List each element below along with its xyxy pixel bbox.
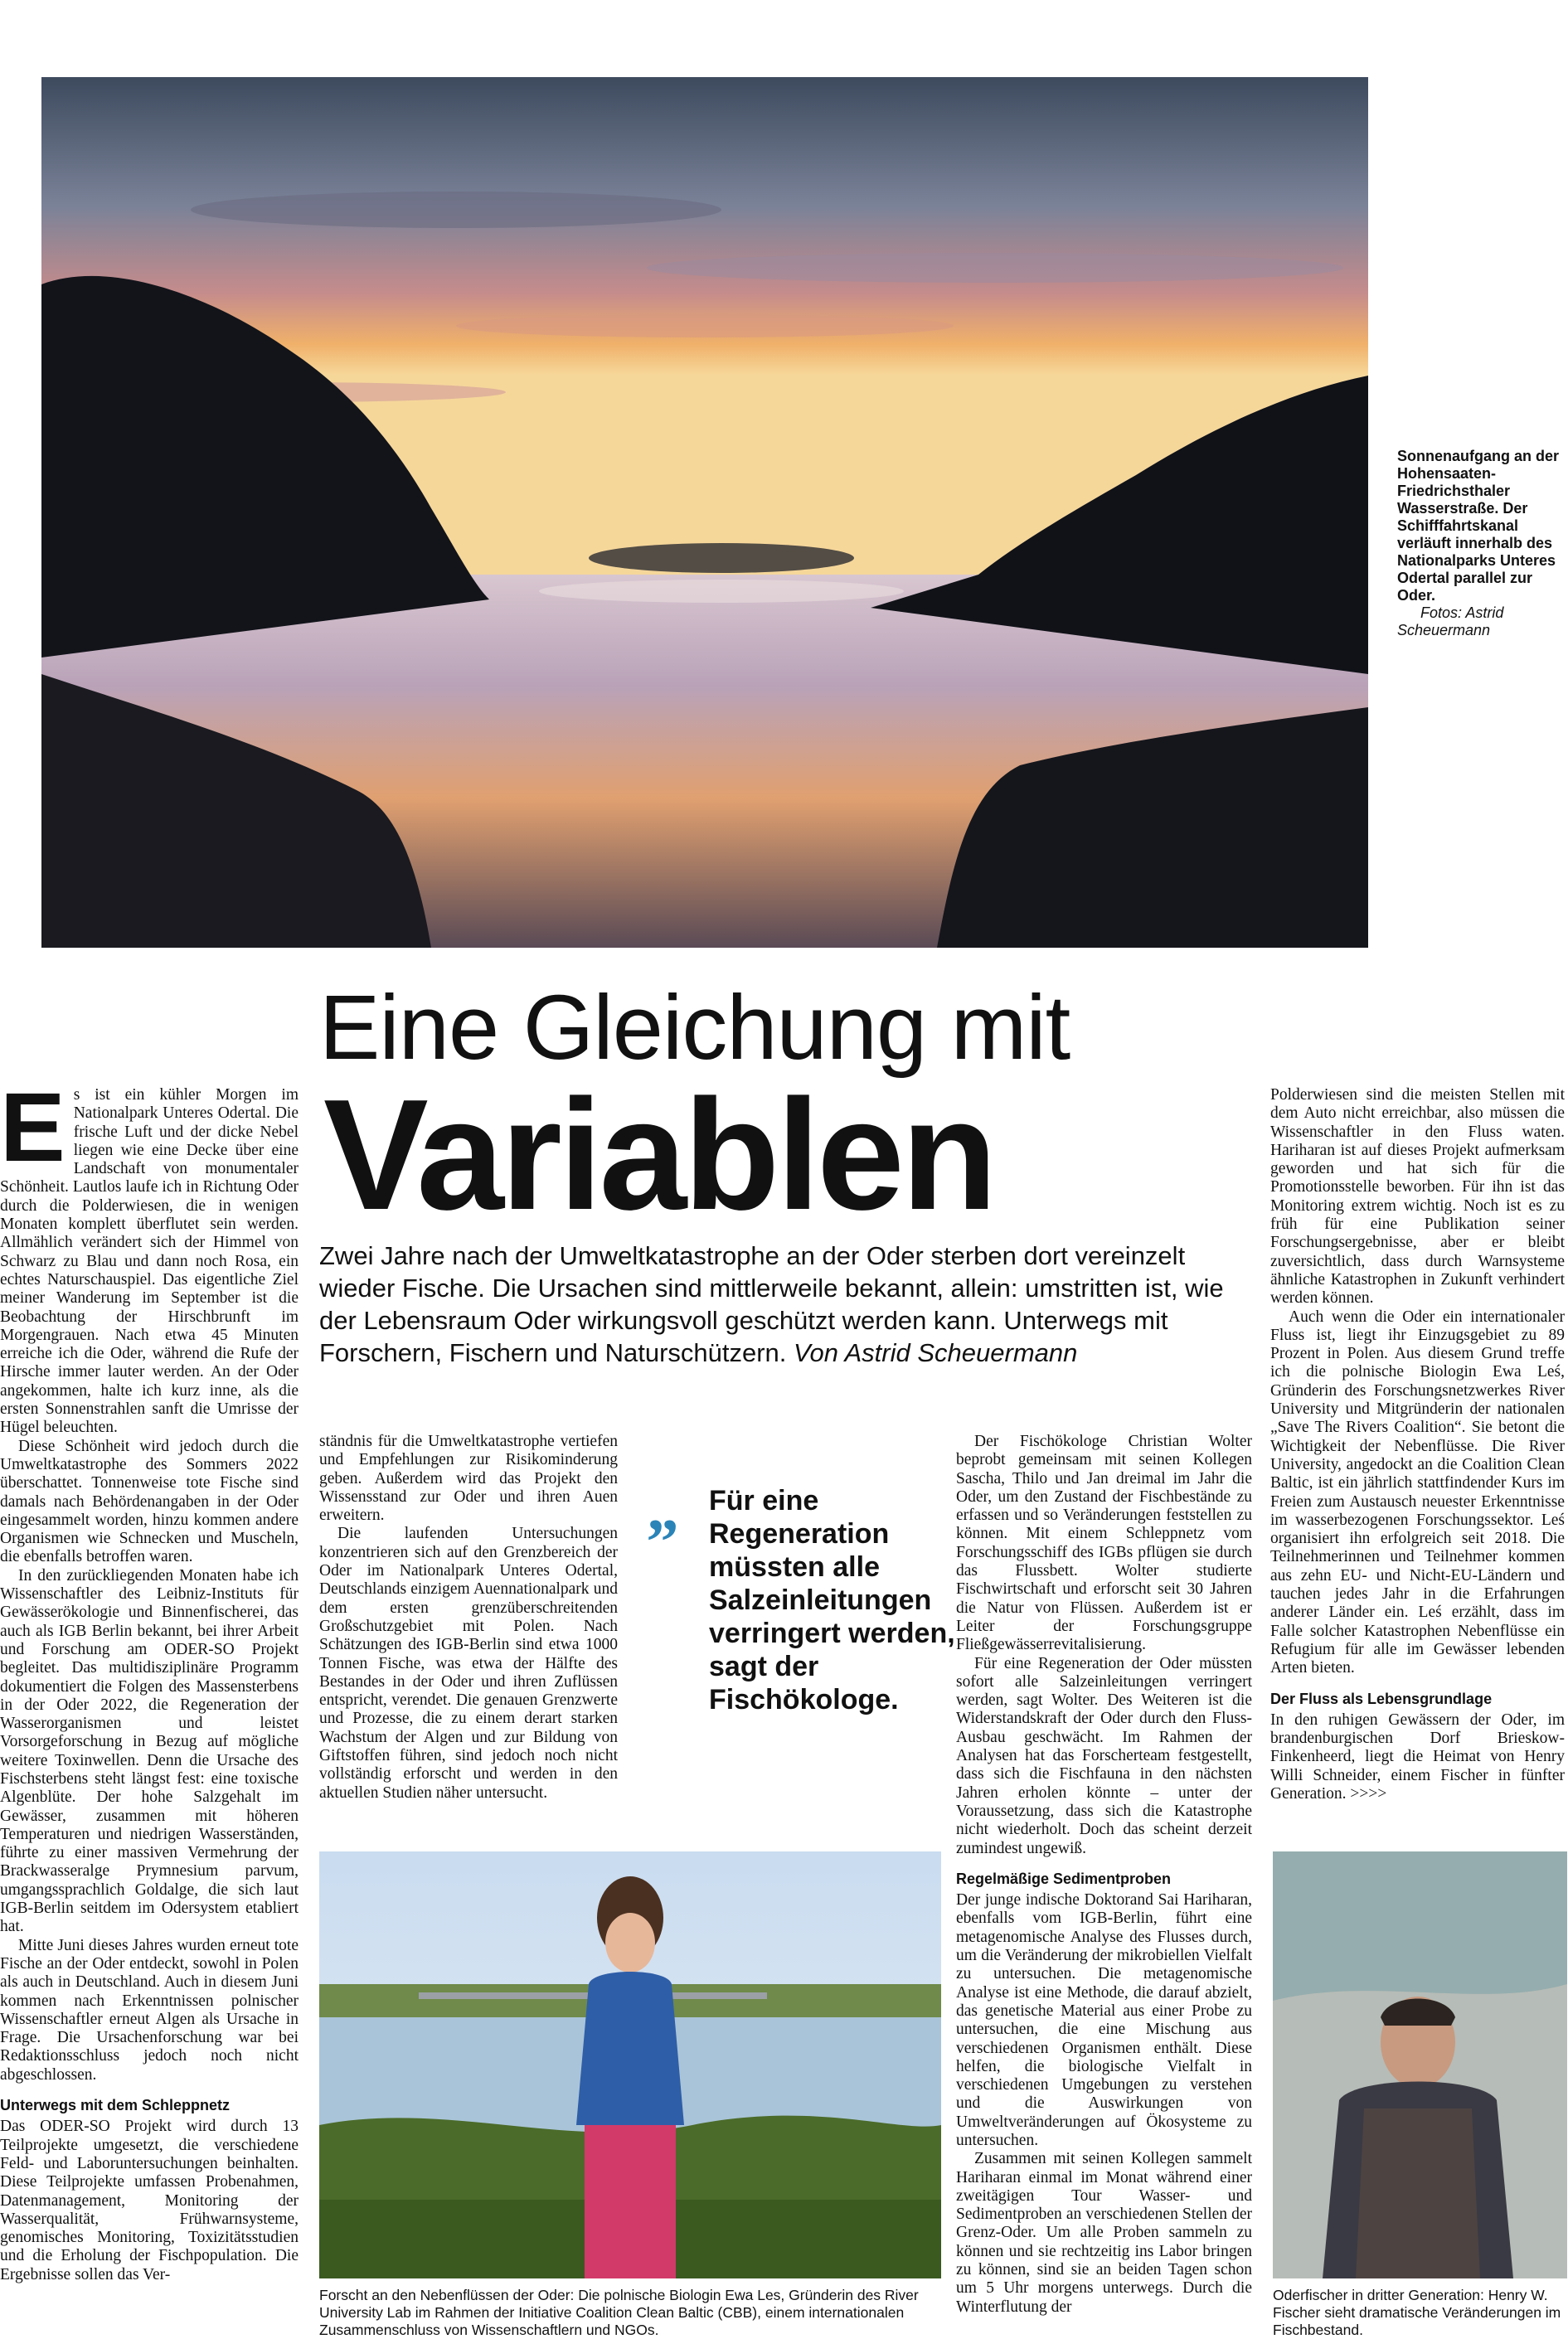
subheading: Unterwegs mit dem Schleppnetz	[0, 2097, 231, 2114]
paragraph: Die laufenden Untersuchungen konzentrieren sich auf den Grenzbereich der Oder im Nationalpark Unteres Odertal, Deutschlands einzigem Auennationalpark und dem ersten grenzüberschreitenden Großschutzgebiet mit Polen. Nach Schätzungen des IGB-Berlin sind etwa 1000 Tonnen Fische, was etwa der Hälfte des Bestandes in der Oder und ihren Zuflüssen entspricht, verendet. Die genauen Grenzwerte und Prozesse, die zu einem derart starken Wachstum der Algen und zur Bildung von Giftstoffen führen, sind jedoch noch nicht vollständig erforscht und werden in den aktuellen Studien näher untersucht.	[319, 1525, 618, 1802]
paragraph: ständnis für die Umweltkatastrophe vertiefen und Empfehlungen zur Risikominderung geben. Außerdem wird das Projekt den Wissensstand zur Oder und ihren Auen erweitern.	[319, 1433, 618, 1525]
paragraph: Für eine Regeneration der Oder müssten sofort alle Salzeinleitungen verringert werden, sagt Wolter. Des Weiteren ist die Widerstandskraft der Oder durch den Fluss-Ausbau geschwächt. Im Rahmen der Analysen hat das Forscherteam festgestellt, dass sich die Fischfauna in den nächsten Jahren erholen könnte – unter der Voraussetzung, dass sich die Katastrophe nicht wiederholt. Doch das scheint derzeit zumindest ungewiß.	[956, 1654, 1252, 1857]
article-column-2	[319, 1433, 618, 1803]
paragraph: Der Fischökologe Christian Wolter beprobt gemeinsam mit seinen Kollegen Sascha, Thilo und Jan dreimal im Jahr die Oder, um den Zustand der Fischbestände zu erfassen und so Veränderungen feststellen zu können. Mit einem Schleppnetz vom Forschungsschiff des IGBs pflügen sie durch das Flussbett. Wolter studierte Fischwirtschaft und erforscht seit 30 Jahren die Natur von Flüssen. Außerdem ist er Leiter der Forschungsgruppe Fließgewässerrevitalisierung.	[956, 1433, 1252, 1654]
byline: Von Astrid Scheuermann	[794, 1338, 1078, 1367]
headline-line1: Eine Gleichung mit	[319, 977, 1070, 1079]
biologist-photo-caption: Forscht an den Nebenflüssen der Oder: Die polnische Biologin Ewa Les, Gründerin des River University Lab im Rahmen der Initiative Coalition Clean Baltic (CBB), einem internationalen Zusammenschluss von Wissenschaftlern und NGOs.	[319, 2287, 919, 2338]
pull-quote: Für eine Regeneration müssten alle Salzeinleitungen verringert werden, sagt der Fischökologe.	[709, 1485, 955, 1715]
subheading: Der Fluss als Lebensgrundlage	[1270, 1690, 1493, 1707]
quote-mark-icon: „	[647, 1472, 679, 1544]
paragraph: Zusammen mit seinen Kollegen sammelt Hariharan einmal im Monat während einer zweitägigen Tour Wasser- und Sedimentproben an verschiedenen Stellen der Grenz-Oder. Um alle Proben sammeln zu können und sie rechtzeitig ins Labor bringen zu können, sind sie an beiden Tagen schon um 5 Uhr morgens unterwegs. Durch die Winterflutung der	[956, 2150, 1252, 2316]
biologist-photo	[319, 1851, 941, 2278]
photo-credit: Fotos: Astrid Scheuermann	[1397, 604, 1504, 638]
intro-paragraph	[0, 1073, 299, 1438]
paragraph: Der junge indische Doktorand Sai Hariharan, ebenfalls vom IGB-Berlin, führt eine metagenomische Analyse des Flusses durch, um die Veränderung der mikrobiellen Vielfalt zu untersuchen. Die metagenomische Analyse ist eine Methode, die darauf abzielt, das genetische Material aus einer Probe zu untersuchen, die eine Mischung aus verschiedenen Organismen enthält. Diese helfen, die biologische Vielfalt in verschiedenen Umgebungen zu verstehen und die Auswirkungen von Umweltveränderungen auf Ökosysteme zu untersuchen.	[956, 1891, 1252, 2149]
hero-caption-text: Sonnenaufgang an der Hohensaaten-Friedrichsthaler Wasserstraße. Der Schifffahrtskanal verläuft innerhalb des Nationalparks Unteres Odertal parallel zur Oder.	[1397, 448, 1560, 604]
article-column-3	[956, 1433, 1252, 2317]
headline-line2: Variablen	[323, 1067, 994, 1243]
article-column-4	[1270, 1086, 1565, 1803]
hero-photo	[41, 77, 1368, 948]
paragraph: Polderwiesen sind die meisten Stellen mit dem Auto nicht erreichbar, also müssen die Wissenschaftler in den Fluss waten. Hariharan ist auf dieses Projekt aufmerksam geworden und hat sich für die Promotionsstelle beworben. Für ihn ist das Monitoring extrem wichtig. Noch ist es zu früh für eine Publikation seiner Forschungsergebnisse, aber er bleibt zuversichtlich, dass durch Warnsysteme ähnliche Katastrophen in Zukunft verhindert werden können.	[1270, 1086, 1565, 1308]
hero-caption	[1397, 448, 1563, 639]
paragraph: Das ODER-SO Projekt wird durch 13 Teilprojekte umgesetzt, die verschiedene Feld- und Laboruntersuchungen beinhalten. Diese Teilprojekte umfassen Probenahmen, Datenmanagement, Monitoring der Wasserqualität, Frühwarnsysteme, genomisches Monitoring, Toxizitätsstudien und die Erholung der Fischpopulation. Die Ergebnisse sollen das Ver-	[0, 2118, 299, 2283]
lead-text: Zwei Jahre nach der Umweltkatastrophe an der Oder sterben dort vereinzelt wieder Fische. Die Ursachen sind mittlerweile bekannt, allein: umstritten ist, wie der Lebensraum Oder wirkungsvoll geschützt werden kann. Unterwegs mit Forschern, Fischern und Naturschützern.	[319, 1241, 1224, 1367]
drop-cap: E	[0, 1073, 66, 1182]
paragraph: Mitte Juni dieses Jahres wurden erneut tote Fische an der Oder entdeckt, sowohl in Polen als auch in Deutschland. Auch in diesem Juni kommen nach Erkenntnissen polnischer Wissenschaftler erneut Algen als Ursache in Frage. Die Ursachenforschung war bei Redaktionsschluss jedoch noch nicht abgeschlossen.	[0, 1936, 299, 2084]
paragraph: Auch wenn die Oder ein internationaler Fluss ist, liegt ihr Einzugsgebiet zu 89 Prozent in Polen. Aus diesem Grund treffe ich die polnische Biologin Ewa Leś, Gründerin des Forschungsnetzwerkes River University und Mitgründerin der nationalen „Save The Rivers Coalition“. Sie betont die Wichtigkeit der Nebenflüsse. Die River University, angedockt an die Coalition Clean Baltic, ist ein jährlich stattfindender Kurs im Freien zum Austausch neuester Erkenntnisse im wasserbezogenen Forschungssektor. Leś organisiert ihn erfolgreich seit 2018. Die Teilnehmerinnen und Teilnehmer kommen aus zehn EU- und Nicht-EU-Ländern und tauchen jedes Jahr in die Erfahrungen anderer Länder ein. Leś erzählt, dass im Falle solcher Katastrophen Nebenflüsse ein Refugium für alle im Gewässer lebenden Arten bieten.	[1270, 1308, 1565, 1677]
subheading: Regelmäßige Sedimentproben	[956, 1870, 1172, 1887]
paragraph-text: s ist ein kühler Morgen im Nationalpark Unteres Odertal. Die frische Luft und der dicke Nebel liegen wie eine Decke über eine Landschaft von monumentaler Schönheit. Lautlos laufe ich in Richtung Oder durch die Polderwiesen, die in wenigen Monaten komplett überflutet sein werden. Allmählich verändert sich der Himmel von Schwarz zu Blau und dann noch Rosa, ein echtes Naturschauspiel. Das eigentliche Ziel meiner Wanderung im September ist die Beobachtung der Hirschbrunft im Morgengrauen. Nach etwa 45 Minuten erreiche ich die Oder, während die Rufe der Hirsche immer lauter werden. An der Oder angekommen, halte ich kurz inne, als die ersten Sonnenstrahlen sanft die Umrisse der Hügel beleuchten.	[0, 1086, 299, 1437]
article-column-1	[0, 1073, 299, 2284]
paragraph: In den ruhigen Gewässern der Oder, im brandenburgischen Dorf Brieskow-Finkenheerd, liegt die Heimat von Henry Willi Schneider, einem Fischer in fünfter Generation. >>>>	[1270, 1711, 1565, 1803]
lead-paragraph	[319, 1240, 1256, 1369]
paragraph: Diese Schönheit wird jedoch durch die Umweltkatastrophe des Sommers 2022 überschattet. Tonnenweise tote Fische sind damals nach Behördenangaben in der Oder eingesammelt worden, hinzu kommen andere Organismen wie Schnecken und Muscheln, die ebenfalls betroffen waren.	[0, 1437, 299, 1566]
fisherman-photo-caption: Oderfischer in dritter Generation: Henry W. Fischer sieht dramatische Veränderungen im Fischbestand.	[1273, 2287, 1561, 2338]
fisherman-photo	[1273, 1851, 1567, 2278]
paragraph: In den zurückliegenden Monaten habe ich Wissenschaftler des Leibniz-Instituts für Gewässerökologie und Binnenfischerei, das auch als IGB Berlin bekannt, bei ihrer Arbeit und Forschung am ODER-SO Projekt begleitet. Das multidisziplinäre Programm dokumentiert die Folgen des Massensterbens in der Oder 2022, die Regeneration der Wasserorganismen und leistet Vorsorgeforschung in Bezug auf mögliche weitere Toxinwellen. Denn die Ursache des Fischsterbens steht längst fest: eine toxische Algenblüte. Der hohe Salzgehalt im Gewässer, zusammen mit höheren Temperaturen und niedrigen Wasserständen, führte zu einer massiven Vermehrung der Brackwasseralge Prymnesium parvum, umgangssprachlich Goldalge, die sich laut IGB-Berlin seitdem im Odersystem etabliert hat.	[0, 1566, 299, 1936]
